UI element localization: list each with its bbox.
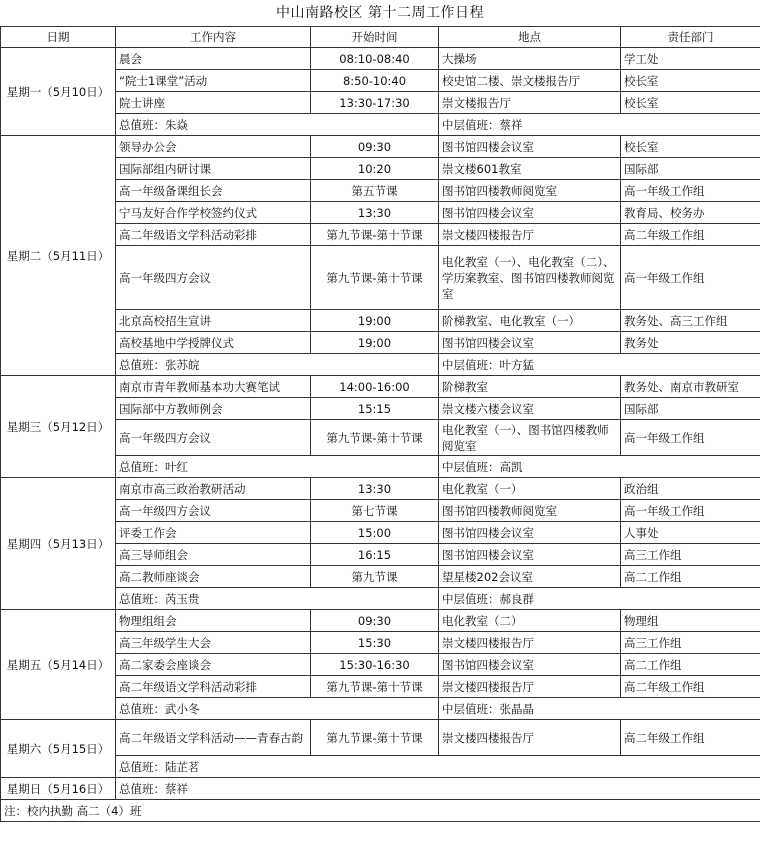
chief-duty: 总值班：陆芷茗	[116, 756, 760, 778]
table-row	[1, 720, 760, 756]
middle-duty: 中层值班：蔡祥	[439, 114, 760, 136]
event-content: 领导办公会	[116, 136, 311, 158]
event-content: 高二年级语文学科活动彩排	[116, 676, 311, 698]
event-content: 高三年级学生大会	[116, 632, 311, 654]
event-place: 电化教室（二）	[439, 610, 621, 632]
event-place: 崇文楼六楼会议室	[439, 398, 621, 420]
event-place: 阶梯教室	[439, 376, 621, 398]
header-place: 地点	[439, 27, 621, 48]
event-place: 图书馆四楼教师阅览室	[439, 500, 621, 522]
event-content: 南京市高三政治教研活动	[116, 478, 311, 500]
event-place: 校史馆二楼、崇文楼报告厅	[439, 70, 621, 92]
event-time: 13:30	[311, 478, 439, 500]
middle-duty: 中层值班：郝良群	[439, 588, 760, 610]
event-time: 14:00-16:00	[311, 376, 439, 398]
event-content: 国际部中方教师例会	[116, 398, 311, 420]
event-dept: 教务处	[621, 332, 760, 354]
event-time: 16:15	[311, 544, 439, 566]
event-content: 高一年级四方会议	[116, 420, 311, 456]
chief-duty: 总值班：芮玉贵	[116, 588, 439, 610]
table-row	[1, 376, 760, 398]
event-time: 10:20	[311, 158, 439, 180]
event-time: 8:50-10:40	[311, 70, 439, 92]
table-row	[1, 48, 760, 70]
event-time: 19:00	[311, 310, 439, 332]
event-dept: 物理组	[621, 610, 760, 632]
event-place: 崇文楼四楼报告厅	[439, 632, 621, 654]
table-row	[1, 478, 760, 500]
event-content: 北京高校招生宣讲	[116, 310, 311, 332]
event-content: 高校基地中学授牌仪式	[116, 332, 311, 354]
event-content: 高二家委会座谈会	[116, 654, 311, 676]
event-dept: 高一年级工作组	[621, 246, 760, 310]
event-content: 高一年级四方会议	[116, 500, 311, 522]
event-content: 评委工作会	[116, 522, 311, 544]
event-time: 第九节课-第十节课	[311, 720, 439, 756]
event-content: 物理组组会	[116, 610, 311, 632]
event-content: “院士1课堂”活动	[116, 70, 311, 92]
event-dept: 学工处	[621, 48, 760, 70]
event-place: 大操场	[439, 48, 621, 70]
event-time: 08:10-08:40	[311, 48, 439, 70]
event-place: 崇文楼601教室	[439, 158, 621, 180]
chief-duty: 总值班：朱焱	[116, 114, 439, 136]
event-place: 图书馆四楼会议室	[439, 136, 621, 158]
event-time: 第九节课-第十节课	[311, 246, 439, 310]
event-time: 15:15	[311, 398, 439, 420]
event-dept: 高二年级工作组	[621, 720, 760, 756]
event-dept: 国际部	[621, 398, 760, 420]
event-time: 第五节课	[311, 180, 439, 202]
event-content: 院士讲座	[116, 92, 311, 114]
header-content: 工作内容	[116, 27, 311, 48]
event-content: 南京市青年教师基本功大赛笔试	[116, 376, 311, 398]
event-place: 崇文楼四楼报告厅	[439, 224, 621, 246]
event-place: 崇文楼四楼报告厅	[439, 676, 621, 698]
event-content: 晨会	[116, 48, 311, 70]
day-label: 星期五（5月14日）	[1, 610, 116, 720]
event-place: 崇文楼四楼报告厅	[439, 720, 621, 756]
event-dept: 人事处	[621, 522, 760, 544]
table-row	[1, 136, 760, 158]
event-place: 望星楼202会议室	[439, 566, 621, 588]
event-place: 电化教室（一）、电化教室（二）、学历案教室、图书馆四楼教师阅览室	[439, 246, 621, 310]
event-place: 崇文楼报告厅	[439, 92, 621, 114]
event-content: 高三导师组会	[116, 544, 311, 566]
header-dept: 责任部门	[621, 27, 760, 48]
middle-duty: 中层值班：高凯	[439, 456, 760, 478]
event-time: 第七节课	[311, 500, 439, 522]
event-time: 13:30-17:30	[311, 92, 439, 114]
event-time: 15:00	[311, 522, 439, 544]
event-time: 第九节课-第十节课	[311, 420, 439, 456]
middle-duty: 中层值班：张晶晶	[439, 698, 760, 720]
day-label: 星期六（5月15日）	[1, 720, 116, 778]
table-header-row	[1, 27, 760, 48]
day-label: 星期三（5月12日）	[1, 376, 116, 478]
event-dept: 教育局、校务办	[621, 202, 760, 224]
event-time: 09:30	[311, 136, 439, 158]
day-label: 星期日（5月16日）	[1, 778, 116, 800]
event-dept: 政治组	[621, 478, 760, 500]
event-dept: 高三工作组	[621, 632, 760, 654]
header-time: 开始时间	[311, 27, 439, 48]
chief-duty: 总值班：武小冬	[116, 698, 439, 720]
chief-duty: 总值班：蔡祥	[116, 778, 760, 800]
event-content: 高二年级语文学科活动彩排	[116, 224, 311, 246]
event-time: 15:30-16:30	[311, 654, 439, 676]
day-label: 星期一（5月10日）	[1, 48, 116, 136]
event-dept: 教务处、南京市教研室	[621, 376, 760, 398]
event-dept: 高一年级工作组	[621, 500, 760, 522]
event-content: 高二年级语文学科活动——青春古韵	[116, 720, 311, 756]
event-dept: 高二年级工作组	[621, 676, 760, 698]
middle-duty: 中层值班：叶方猛	[439, 354, 760, 376]
event-dept: 高二年级工作组	[621, 224, 760, 246]
chief-duty: 总值班：张苏皖	[116, 354, 439, 376]
event-time: 第九节课	[311, 566, 439, 588]
event-dept: 高二工作组	[621, 654, 760, 676]
event-place: 图书馆四楼教师阅览室	[439, 180, 621, 202]
event-place: 阶梯教室、电化教室（一）	[439, 310, 621, 332]
note-row	[1, 800, 760, 822]
event-dept: 高一年级工作组	[621, 180, 760, 202]
event-place: 电化教室（一）、图书馆四楼教师阅览室	[439, 420, 621, 456]
header-date: 日期	[1, 27, 116, 48]
event-dept: 高二工作组	[621, 566, 760, 588]
event-place: 图书馆四楼会议室	[439, 202, 621, 224]
event-content: 高一年级四方会议	[116, 246, 311, 310]
event-dept: 国际部	[621, 158, 760, 180]
event-place: 电化教室（一）	[439, 478, 621, 500]
day-label: 星期二（5月11日）	[1, 136, 116, 376]
footnote: 注：校内执勤 高二（4）班	[1, 800, 760, 822]
event-dept: 高一年级工作组	[621, 420, 760, 456]
event-dept: 校长室	[621, 136, 760, 158]
event-dept: 教务处、高三工作组	[621, 310, 760, 332]
schedule-table	[0, 26, 760, 822]
chief-duty: 总值班：叶红	[116, 456, 439, 478]
event-dept: 校长室	[621, 92, 760, 114]
event-time: 第九节课-第十节课	[311, 676, 439, 698]
event-time: 15:30	[311, 632, 439, 654]
event-place: 图书馆四楼会议室	[439, 654, 621, 676]
event-content: 国际部组内研讨课	[116, 158, 311, 180]
page-title: 中山南路校区 第十二周工作日程	[276, 5, 484, 21]
event-content: 高一年级备课组长会	[116, 180, 311, 202]
event-place: 图书馆四楼会议室	[439, 332, 621, 354]
event-time: 第九节课-第十节课	[311, 224, 439, 246]
event-content: 宁马友好合作学校签约仪式	[116, 202, 311, 224]
event-dept: 高三工作组	[621, 544, 760, 566]
event-place: 图书馆四楼会议室	[439, 522, 621, 544]
table-row	[1, 610, 760, 632]
event-time: 13:30	[311, 202, 439, 224]
event-time: 09:30	[311, 610, 439, 632]
event-content: 高二教师座谈会	[116, 566, 311, 588]
event-dept: 校长室	[621, 70, 760, 92]
event-place: 图书馆四楼会议室	[439, 544, 621, 566]
event-time: 19:00	[311, 332, 439, 354]
day-label: 星期四（5月13日）	[1, 478, 116, 610]
duty-row	[1, 778, 760, 800]
